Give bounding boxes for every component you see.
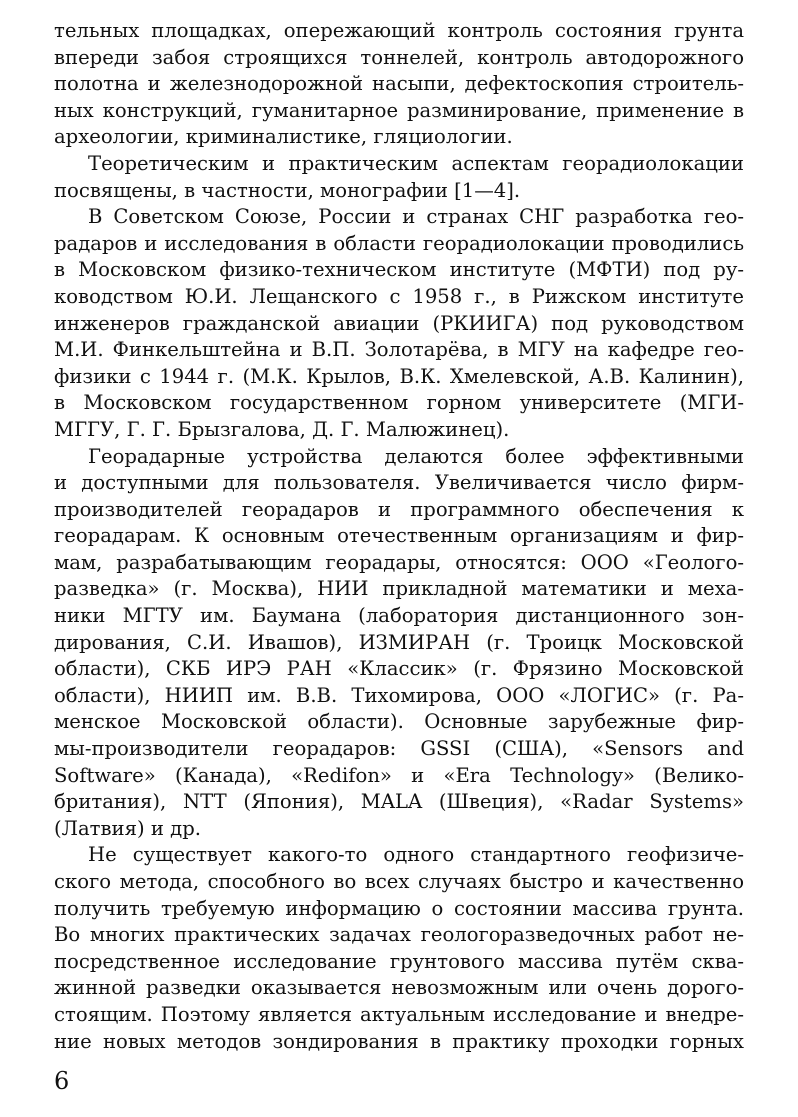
text-line: Теоретическим и практическим аспектам георадиолокации [88, 151, 744, 175]
text-line: полотна и железнодорожной насыпи, дефектоскопия строитель- [54, 72, 744, 96]
page-number: 6 [54, 1067, 70, 1095]
text-line: Во многих практических задачах геологоразведочных работ не- [54, 923, 744, 947]
text-line: области), СКБ ИРЭ РАН «Классик» (г. Фрязино Московской [54, 657, 744, 681]
text-line: ных конструкций, гуманитарное разминирование, применение в [54, 98, 744, 122]
text-line: Software» (Канада), «Redifon» и «Era Technology» (Велико- [54, 763, 744, 787]
text-line: в Московском физико-техническом институте (МФТИ) под ру- [54, 258, 744, 282]
text-line: археологии, криминалистике, гляциологии. [54, 125, 513, 149]
text-line: получить требуемую информацию о состоянии массива грунта. [54, 896, 744, 920]
text-line: (Латвия) и др. [54, 816, 201, 840]
text-line: менское Московской области). Основные зарубежные фир- [54, 710, 744, 734]
page-body [54, 18, 744, 1055]
text-line: тельных площадках, опережающий контроль состояния грунта [54, 19, 744, 42]
text-line: посредственное исследование грунтового массива путём сква- [54, 949, 744, 973]
text-line: разведка» (г. Москва), НИИ прикладной математики и меха- [54, 577, 744, 601]
text-line: ники МГТУ им. Баумана (лаборатория дистанционного зон- [54, 604, 744, 628]
text-line: М.И. Финкельштейна и В.П. Золотарёва, в МГУ на кафедре гео- [54, 338, 744, 362]
text-line: ского метода, способного во всех случаях быстро и качественно [54, 870, 744, 893]
paragraph-3 [54, 204, 744, 443]
text-line: инженеров гражданской авиации (РКИИГА) под руководством [54, 311, 744, 335]
text-line: В Советском Союзе, России и странах СНГ разработка гео- [88, 205, 744, 229]
text-line: георадарам. К основным отечественным организациям и фир- [54, 524, 744, 548]
text-line: дирования, С.И. Ивашов), ИЗМИРАН (г. Троицк Московской [54, 630, 744, 654]
text-line: Не существует какого-то одного стандартного геофизиче- [88, 843, 744, 867]
text-line: жинной разведки оказывается невозможным или очень дорого- [54, 976, 744, 1000]
text-line: посвящены, в частности, монографии [1—4]. [54, 178, 521, 202]
text-line: мам, разрабатывающим георадары, относятся: ООО «Геолого- [54, 550, 744, 574]
text-line: стоящим. Поэтому является актуальным исследование и внедре- [54, 1002, 744, 1026]
text-line: и доступными для пользователя. Увеличивается число фирм- [54, 471, 744, 495]
text-line: области), НИИП им. В.В. Тихомирова, ООО «ЛОГИС» (г. Ра- [54, 683, 744, 707]
text-line: МГГУ, Г. Г. Брызгалова, Д. Г. Малюжинец). [54, 417, 510, 441]
text-line: мы-производители георадаров: GSSI (США), «Sensors and [54, 737, 744, 761]
paragraph-4 [54, 444, 744, 843]
text-line: в Московском государственном горном университете (МГИ- [54, 391, 744, 415]
paragraph-2 [54, 151, 744, 204]
text-line: физики с 1944 г. (М.К. Крылов, В.К. Хмелевской, А.В. Калинин), [54, 364, 744, 388]
paragraph-1 [54, 18, 744, 151]
paragraph-5 [54, 842, 744, 1055]
text-line: производителей георадаров и программного обеспечения к [54, 497, 744, 521]
text-line: впереди забоя строящихся тоннелей, контроль автодорожного [54, 45, 744, 69]
text-line: Георадарные устройства делаются более эффективными [88, 444, 744, 468]
text-line: ние новых методов зондирования в практику проходки горных [54, 1029, 744, 1053]
text-line: радаров и исследования в области георадиолокации проводились [54, 231, 744, 255]
text-line: британия), NTT (Япония), MALA (Швеция), «Radar Systems» [54, 790, 744, 814]
text-line: ководством Ю.И. Лещанского с 1958 г., в Рижском институте [54, 284, 744, 308]
